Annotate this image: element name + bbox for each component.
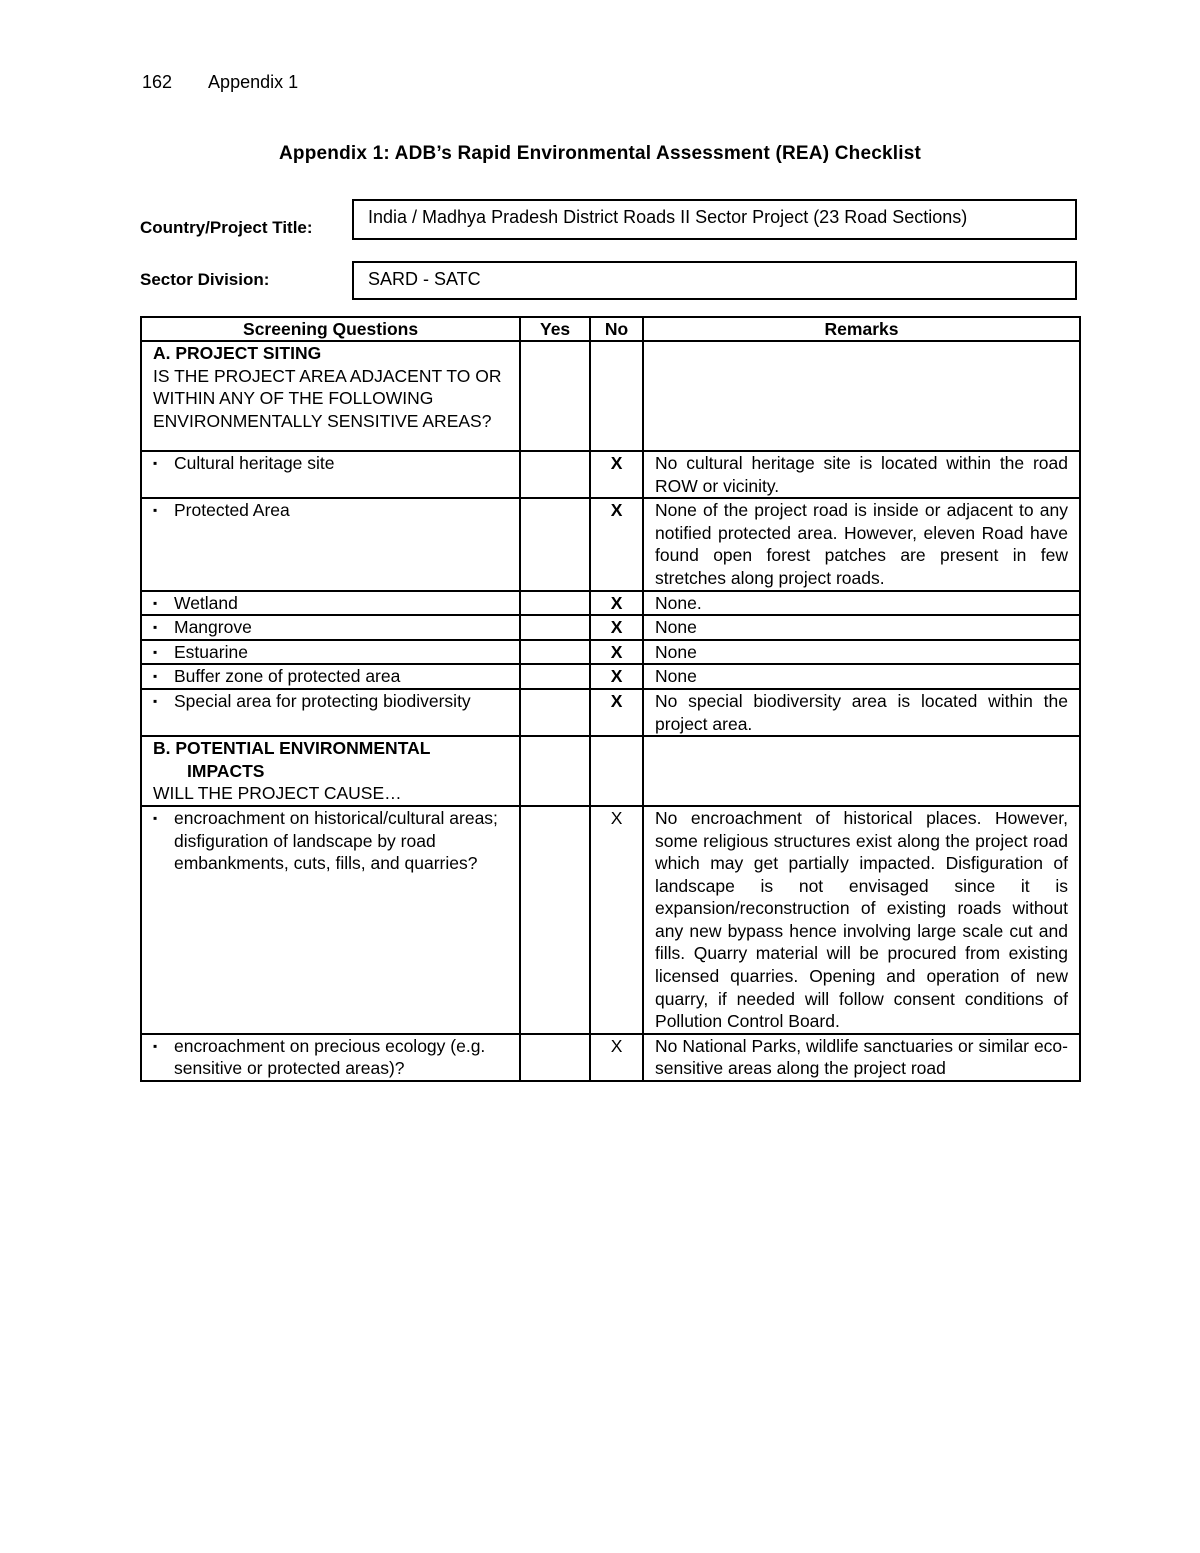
no-cell: X (590, 1034, 643, 1081)
remarks-cell: No National Parks, wildlife sanctuaries or similar eco-sensitive areas along the project road (643, 1034, 1080, 1081)
no-cell: X (590, 689, 643, 736)
bullet-icon: ▪ (153, 456, 158, 470)
yes-cell (520, 689, 590, 736)
question-text: Wetland (174, 592, 238, 613)
question-cell (141, 1034, 520, 1081)
no-cell: X (590, 591, 643, 616)
no-cell: X (590, 498, 643, 590)
table-row (141, 591, 1080, 616)
question-cell (141, 640, 520, 665)
table-row (141, 640, 1080, 665)
yes-cell (520, 1034, 590, 1081)
question-cell (141, 689, 520, 736)
question-text: encroachment on historical/cultural areas; disfiguration of landscape by road embankments, cuts, fills, and quarries? (174, 807, 498, 874)
yes-cell (520, 640, 590, 665)
yes-cell (520, 451, 590, 498)
project-title-label: Country/Project Title: (140, 218, 313, 237)
bullet-icon: ▪ (153, 503, 158, 518)
question-cell (141, 806, 520, 1034)
table-row (141, 615, 1080, 640)
sector-division-label: Sector Division: (140, 270, 270, 289)
header-questions: Screening Questions (141, 317, 520, 341)
bullet-icon: ▪ (153, 595, 158, 610)
section-b-title: B. POTENTIAL ENVIRONMENTAL (153, 738, 431, 759)
no-cell: X (590, 640, 643, 665)
question-cell (141, 591, 520, 616)
question-text: Protected Area (174, 500, 290, 521)
bullet-icon: ▪ (153, 669, 158, 684)
question-text: Estuarine (174, 641, 248, 662)
question-text: Special area for protecting biodiversity (174, 690, 471, 711)
remarks-cell: None. (643, 591, 1080, 616)
question-cell (141, 451, 520, 498)
bullet-icon: ▪ (153, 810, 158, 825)
bullet-icon: ▪ (153, 644, 158, 659)
table-row (141, 1034, 1080, 1081)
no-cell: X (590, 615, 643, 640)
table-row (141, 451, 1080, 498)
bullet-icon: ▪ (153, 693, 158, 708)
section-a-title: A. PROJECT SITING (153, 343, 322, 363)
header-remarks: Remarks (643, 317, 1080, 341)
question-text: encroachment on precious ecology (e.g. sensitive or protected areas)? (174, 1035, 486, 1079)
project-title-field: India / Madhya Pradesh District Roads II Sector Project (23 Road Sections) (352, 199, 1077, 240)
table-header-row (141, 317, 1080, 341)
table-row (141, 664, 1080, 689)
section-b-title-line2: IMPACTS (187, 760, 265, 781)
yes-cell (520, 591, 590, 616)
remarks-cell: No special biodiversity area is located within the project area. (643, 689, 1080, 736)
section-b-row (141, 736, 1080, 806)
table-row (141, 689, 1080, 736)
page-header (142, 72, 298, 93)
question-cell (141, 664, 520, 689)
header-section: Appendix 1 (208, 72, 299, 92)
question-text: Cultural heritage site (174, 453, 335, 473)
remarks-cell: No encroachment of historical places. However, some religious structures exist along the project road which may get partially impacted. Disfiguration of landscape is not envisaged since it is expansion/reconstruction of existing roads without any new bypass hence involving large scale cut and fills. Quarry material will be procured from existing licensed quarries. Opening and operation of new quarry, if needed will follow consent conditions of Pollution Control Board. (643, 806, 1080, 1034)
table-row (141, 498, 1080, 590)
yes-cell (520, 498, 590, 590)
section-a-row (141, 341, 1080, 451)
section-a-subtitle: IS THE PROJECT AREA ADJACENT TO OR WITHIN ANY OF THE FOLLOWING ENVIRONMENTALLY SENSITIVE AREAS? (153, 365, 502, 431)
section-a-rows (141, 451, 1080, 736)
no-cell: X (590, 806, 643, 1034)
rea-checklist-table (140, 316, 1081, 1082)
section-b-subtitle: WILL THE PROJECT CAUSE… (153, 783, 402, 804)
remarks-cell: None (643, 615, 1080, 640)
sector-division-field: SARD - SATC (352, 261, 1077, 300)
yes-cell (520, 615, 590, 640)
bullet-icon: ▪ (153, 1038, 158, 1053)
remarks-cell: None (643, 664, 1080, 689)
document-title: Appendix 1: ADB’s Rapid Environmental Assessment (REA) Checklist (278, 143, 922, 164)
yes-cell (520, 806, 590, 1034)
question-text: Buffer zone of protected area (174, 666, 401, 687)
question-cell (141, 498, 520, 590)
bullet-icon: ▪ (153, 620, 158, 635)
header-yes: Yes (520, 317, 590, 341)
remarks-cell: No cultural heritage site is located within the road ROW or vicinity. (643, 451, 1080, 498)
remarks-cell: None of the project road is inside or adjacent to any notified protected area. However, eleven Road have found open forest patches are present in few stretches along project roads. (643, 498, 1080, 590)
question-text: Mangrove (174, 617, 252, 638)
page-number: 162 (142, 72, 173, 92)
table-row (141, 806, 1080, 1034)
yes-cell (520, 664, 590, 689)
question-cell (141, 615, 520, 640)
no-cell: X (590, 451, 643, 498)
header-no: No (590, 317, 643, 341)
remarks-cell: None (643, 640, 1080, 665)
section-b-rows (141, 806, 1080, 1081)
no-cell: X (590, 664, 643, 689)
